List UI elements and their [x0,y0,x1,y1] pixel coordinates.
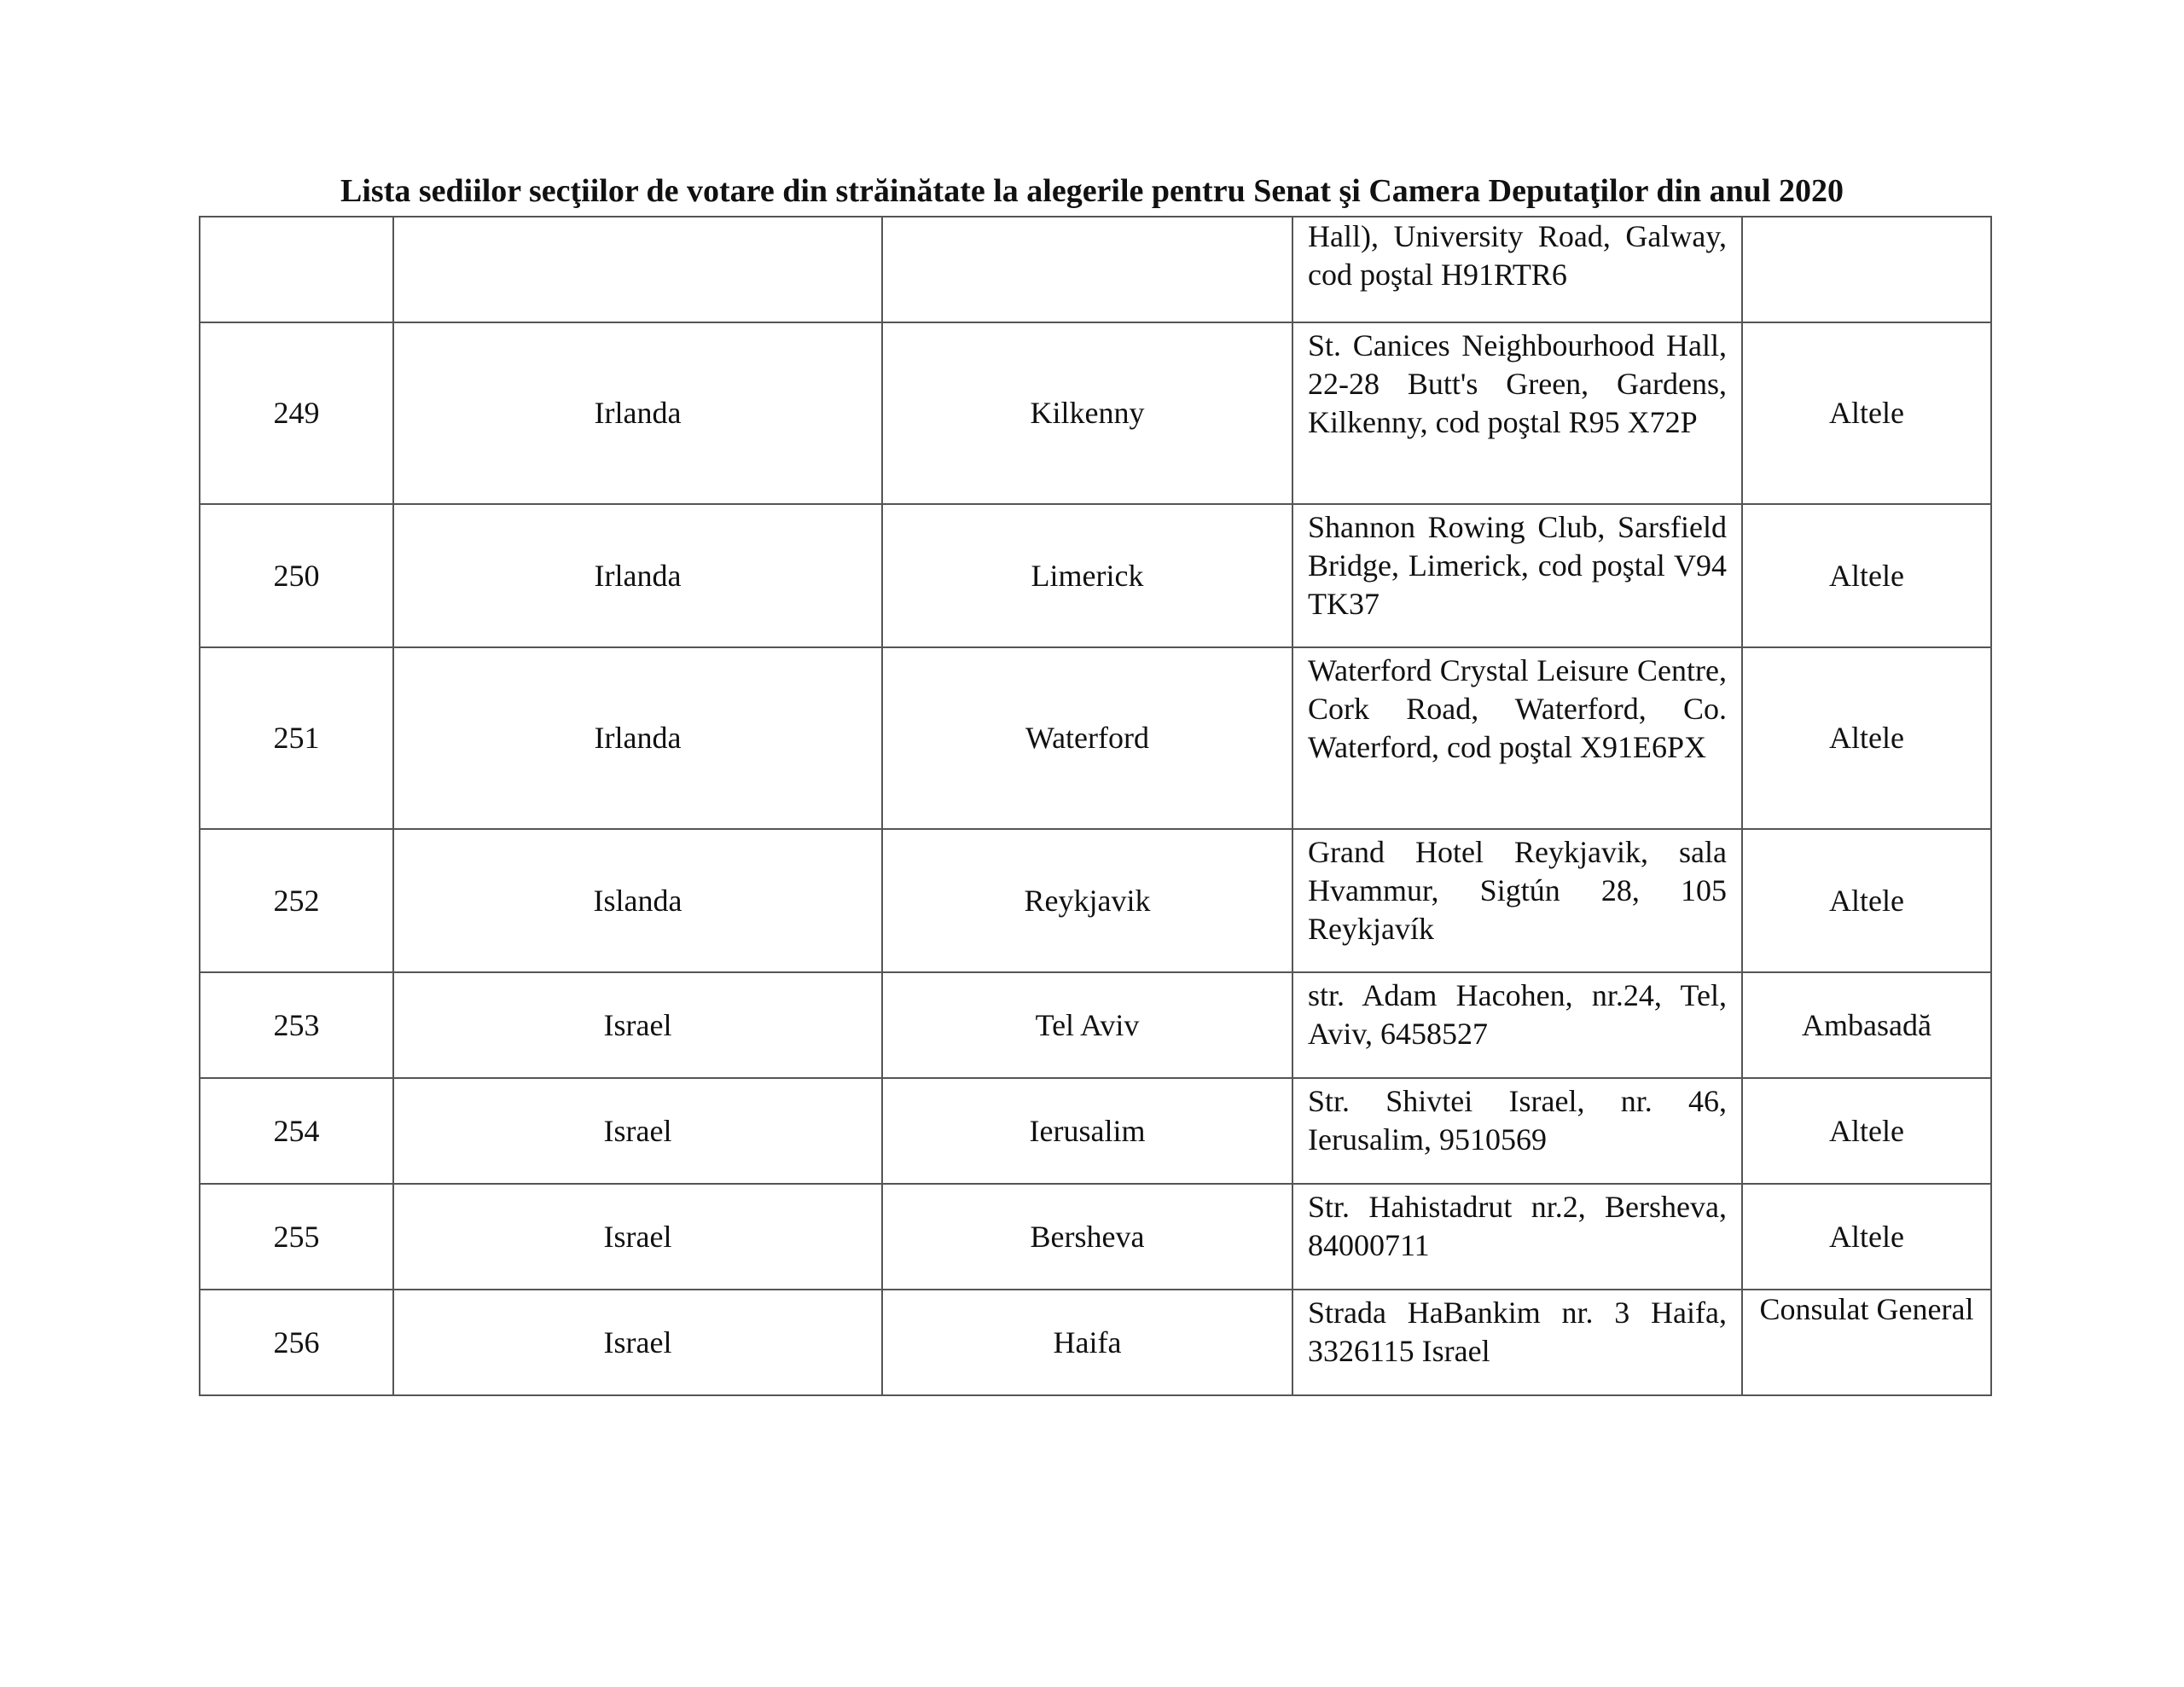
cell-tara: Irlanda [393,647,882,829]
cell-localitate: Tel Aviv [882,972,1292,1078]
cell-localitate: Limerick [882,504,1292,647]
cell-tip: Altele [1742,1184,1991,1290]
cell-tip [1742,217,1991,322]
cell-tip: Altele [1742,322,1991,504]
cell-adresa: Shannon Rowing Club, Sarsfield Bridge, Limerick, cod poştal V94 TK37 [1292,504,1742,647]
cell-tip: Altele [1742,504,1991,647]
table-row [200,504,1991,647]
table-row [200,322,1991,504]
cell-localitate: Ierusalim [882,1078,1292,1184]
table-row [200,1290,1991,1395]
cell-adresa: Str. Shivtei Israel, nr. 46, Ierusalim, 9510569 [1292,1078,1742,1184]
polling-stations-table [199,216,1992,1396]
cell-adresa: Strada HaBankim nr. 3 Haifa, 3326115 Israel [1292,1290,1742,1395]
cell-nr: 254 [200,1078,393,1184]
cell-nr [200,217,393,322]
cell-tip: Altele [1742,647,1991,829]
table-row [200,217,1991,322]
cell-tara: Israel [393,1078,882,1184]
cell-tip: Consulat General [1742,1290,1991,1395]
cell-adresa: str. Adam Hacohen, nr.24, Tel, Aviv, 6458527 [1292,972,1742,1078]
cell-nr: 253 [200,972,393,1078]
cell-nr: 252 [200,829,393,972]
cell-nr: 250 [200,504,393,647]
cell-nr: 256 [200,1290,393,1395]
cell-localitate: Bersheva [882,1184,1292,1290]
cell-tara: Irlanda [393,504,882,647]
cell-tara: Israel [393,1290,882,1395]
cell-localitate: Waterford [882,647,1292,829]
cell-tara: Israel [393,972,882,1078]
cell-tip: Altele [1742,1078,1991,1184]
cell-adresa: Str. Hahistadrut nr.2, Bersheva, 84000711 [1292,1184,1742,1290]
cell-nr: 251 [200,647,393,829]
cell-tara: Irlanda [393,322,882,504]
table-row [200,1078,1991,1184]
cell-nr: 249 [200,322,393,504]
cell-localitate [882,217,1292,322]
cell-tara [393,217,882,322]
cell-nr: 255 [200,1184,393,1290]
page-title: Lista sediilor secţiilor de votare din străinătate la alegerile pentru Senat şi Camera Deputaţilor din anul 2020 [340,173,1844,209]
cell-tip: Ambasadă [1742,972,1991,1078]
cell-adresa: Hall), University Road, Galway, cod poştal H91RTR6 [1292,217,1742,322]
table-row [200,972,1991,1078]
table-row [200,647,1991,829]
cell-tip: Altele [1742,829,1991,972]
cell-localitate: Haifa [882,1290,1292,1395]
cell-adresa: St. Canices Neighbourhood Hall, 22-28 Butt's Green, Gardens, Kilkenny, cod poştal R95 X72P [1292,322,1742,504]
cell-adresa: Grand Hotel Reykjavik, sala Hvammur, Sigtún 28, 105 Reykjavík [1292,829,1742,972]
cell-localitate: Reykjavik [882,829,1292,972]
cell-localitate: Kilkenny [882,322,1292,504]
cell-tara: Islanda [393,829,882,972]
cell-adresa: Waterford Crystal Leisure Centre, Cork Road, Waterford, Co. Waterford, cod poştal X91E6PX [1292,647,1742,829]
table-row [200,1184,1991,1290]
table-row [200,829,1991,972]
cell-tara: Israel [393,1184,882,1290]
